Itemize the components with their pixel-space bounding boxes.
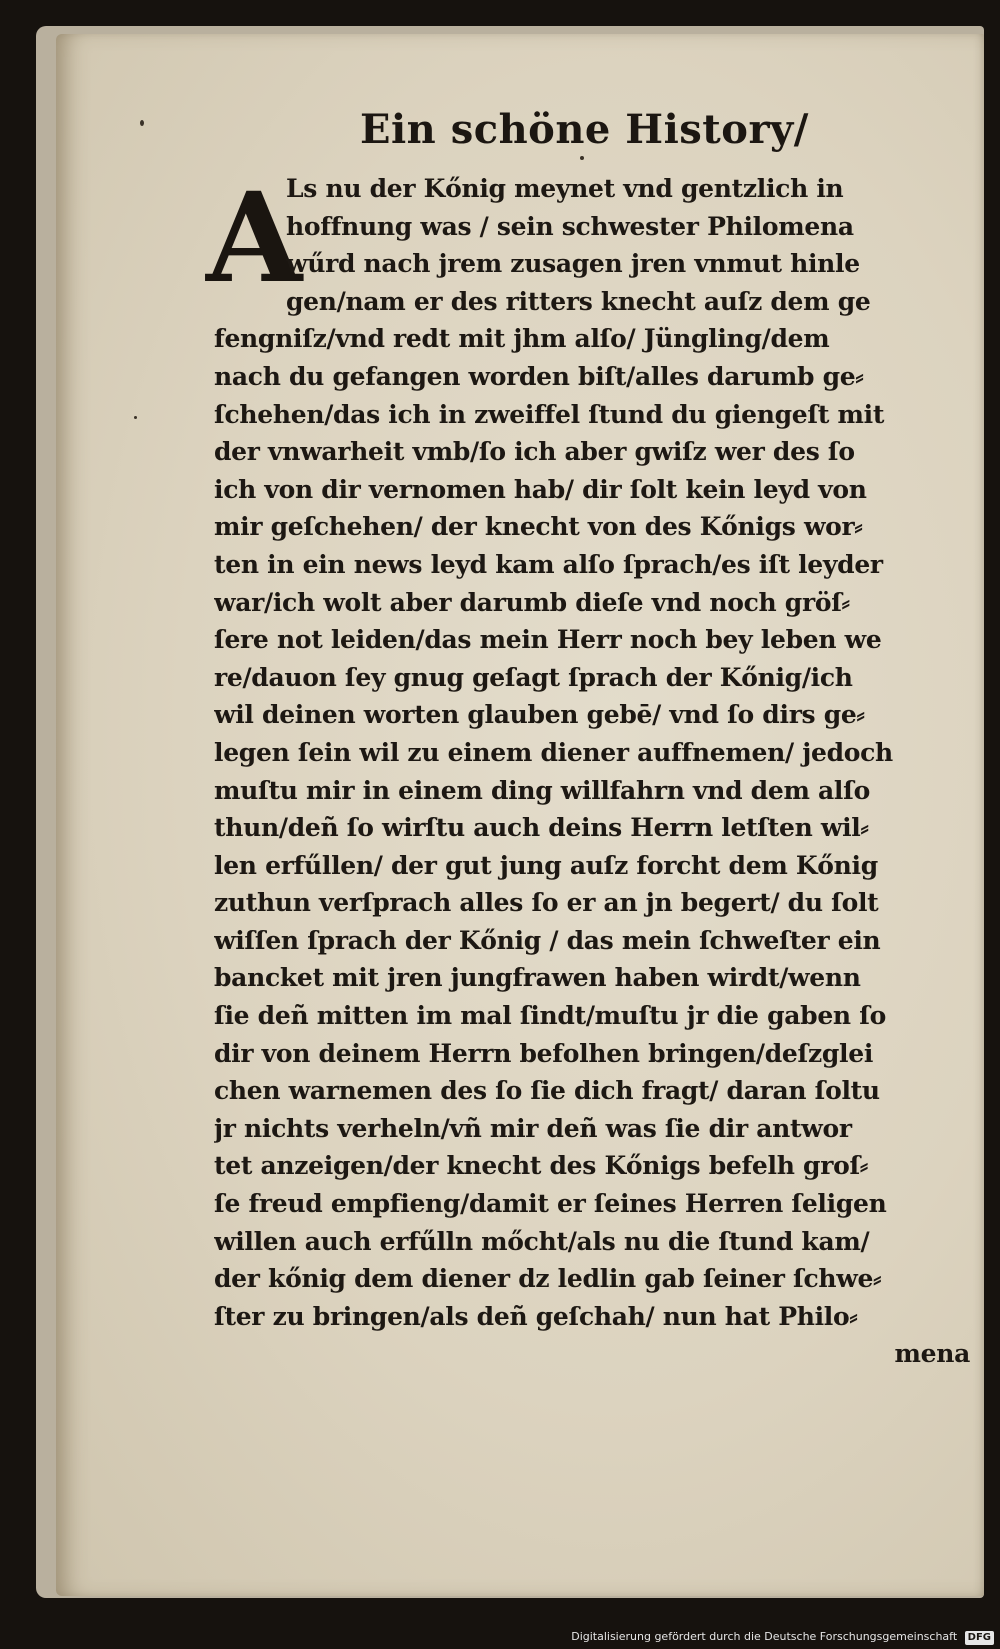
text-line: hoffnung was / sein schwester Philomena	[286, 211, 854, 241]
text-line: jr nichts verheln/vñ mir deñ was ſie dir antwor	[214, 1113, 852, 1143]
text-line: ſter zu bringen/als deñ geſchah/ nun hat Philo⸗	[214, 1301, 858, 1331]
text-line: der vnwarheit vmb/ſo ich aber gwiſz wer des ſo	[214, 437, 855, 467]
text-line: ſie deñ mitten im mal ſindt/muſtu jr die gaben ſo	[214, 1001, 887, 1031]
credit-text: Digitalisierung gefördert durch die Deutsche Forschungsgemeinschaft	[571, 1630, 958, 1643]
text-line: thun/deñ ſo wirſtu auch deins Herrn letſten wil⸗	[214, 813, 869, 843]
text-line: ſe freud empfieng/damit er ſeines Herren ſeligen	[214, 1189, 887, 1219]
text-line: ſchehen/das ich in zweiffel ſtund du giengeſt mit	[214, 399, 885, 429]
text-line: ſere not leiden/das mein Herr noch bey leben we	[214, 625, 882, 655]
text-line: wűrd nach jrem zusagen jren vnmut hinle	[286, 249, 860, 279]
text-line: zuthun verſprach alles ſo er an jn begert/ du ſolt	[214, 888, 879, 918]
text-line: chen warnemen des ſo ſie dich fragt/ daran ſoltu	[214, 1076, 880, 1106]
catchword: mena	[894, 1339, 970, 1369]
text-line: muſtu mir in einem ding willfahrn vnd dem alſo	[214, 775, 870, 805]
text-line: legen ſein wil zu einem diener auffnemen/ jedoch	[214, 737, 893, 767]
text-line: mir geſchehen/ der knecht von des Kőnigs wor⸗	[214, 512, 863, 542]
dfg-logo: DFG	[965, 1631, 994, 1645]
text-line: tet anzeigen/der knecht des Kőnigs befelh groſ⸗	[214, 1151, 868, 1181]
text-line: ich von dir vernomen hab/ dir ſolt kein leyd von	[214, 474, 867, 504]
text-line: wiſſen ſprach der Kőnig / das mein ſchweſter ein	[214, 925, 881, 955]
text-line: war/ich wolt aber darumb dieſe vnd noch gröſ⸗	[214, 587, 850, 617]
text-line: gen/nam er des ritters knecht auſz dem ge	[286, 286, 871, 316]
text-line: willen auch erfűlln mőcht/als nu die ſtund kam/	[214, 1226, 870, 1256]
text-line: wil deinen worten glauben gebē/ vnd ſo dirs ge⸗	[214, 700, 865, 730]
text-line: ten in ein news leyd kam alſo ſprach/es iſt leyder	[214, 549, 883, 579]
ink-speck	[134, 416, 137, 419]
text-line: bancket mit jren jungfrawen haben wirdt/wenn	[214, 963, 861, 993]
ink-speck	[140, 120, 144, 126]
text-line: fengniſz/vnd redt mit jhm alſo/ Jüngling/dem	[214, 324, 830, 354]
text-line: der kőnig dem diener dz ledlin gab ſeiner ſchwe⸗	[214, 1264, 882, 1294]
text-line: nach du gefangen worden biſt/alles darumb ge⸗	[214, 361, 864, 391]
text-line: dir von deinem Herrn befolhen bringen/deſzglei	[214, 1038, 874, 1068]
digitization-credit	[571, 1627, 994, 1647]
text-line: len erfűllen/ der gut jung auſz forcht dem Kőnig	[214, 850, 878, 880]
drop-cap-initial: A	[206, 166, 303, 311]
text-line: Ls nu der Kőnig meynet vnd gentzlich in	[286, 174, 844, 203]
text-line: re/dauon ſey gnug geſagt ſprach der Kőnig/ich	[214, 662, 853, 692]
page-title: Ein schöne History/	[360, 106, 809, 153]
body-text	[214, 170, 980, 1373]
